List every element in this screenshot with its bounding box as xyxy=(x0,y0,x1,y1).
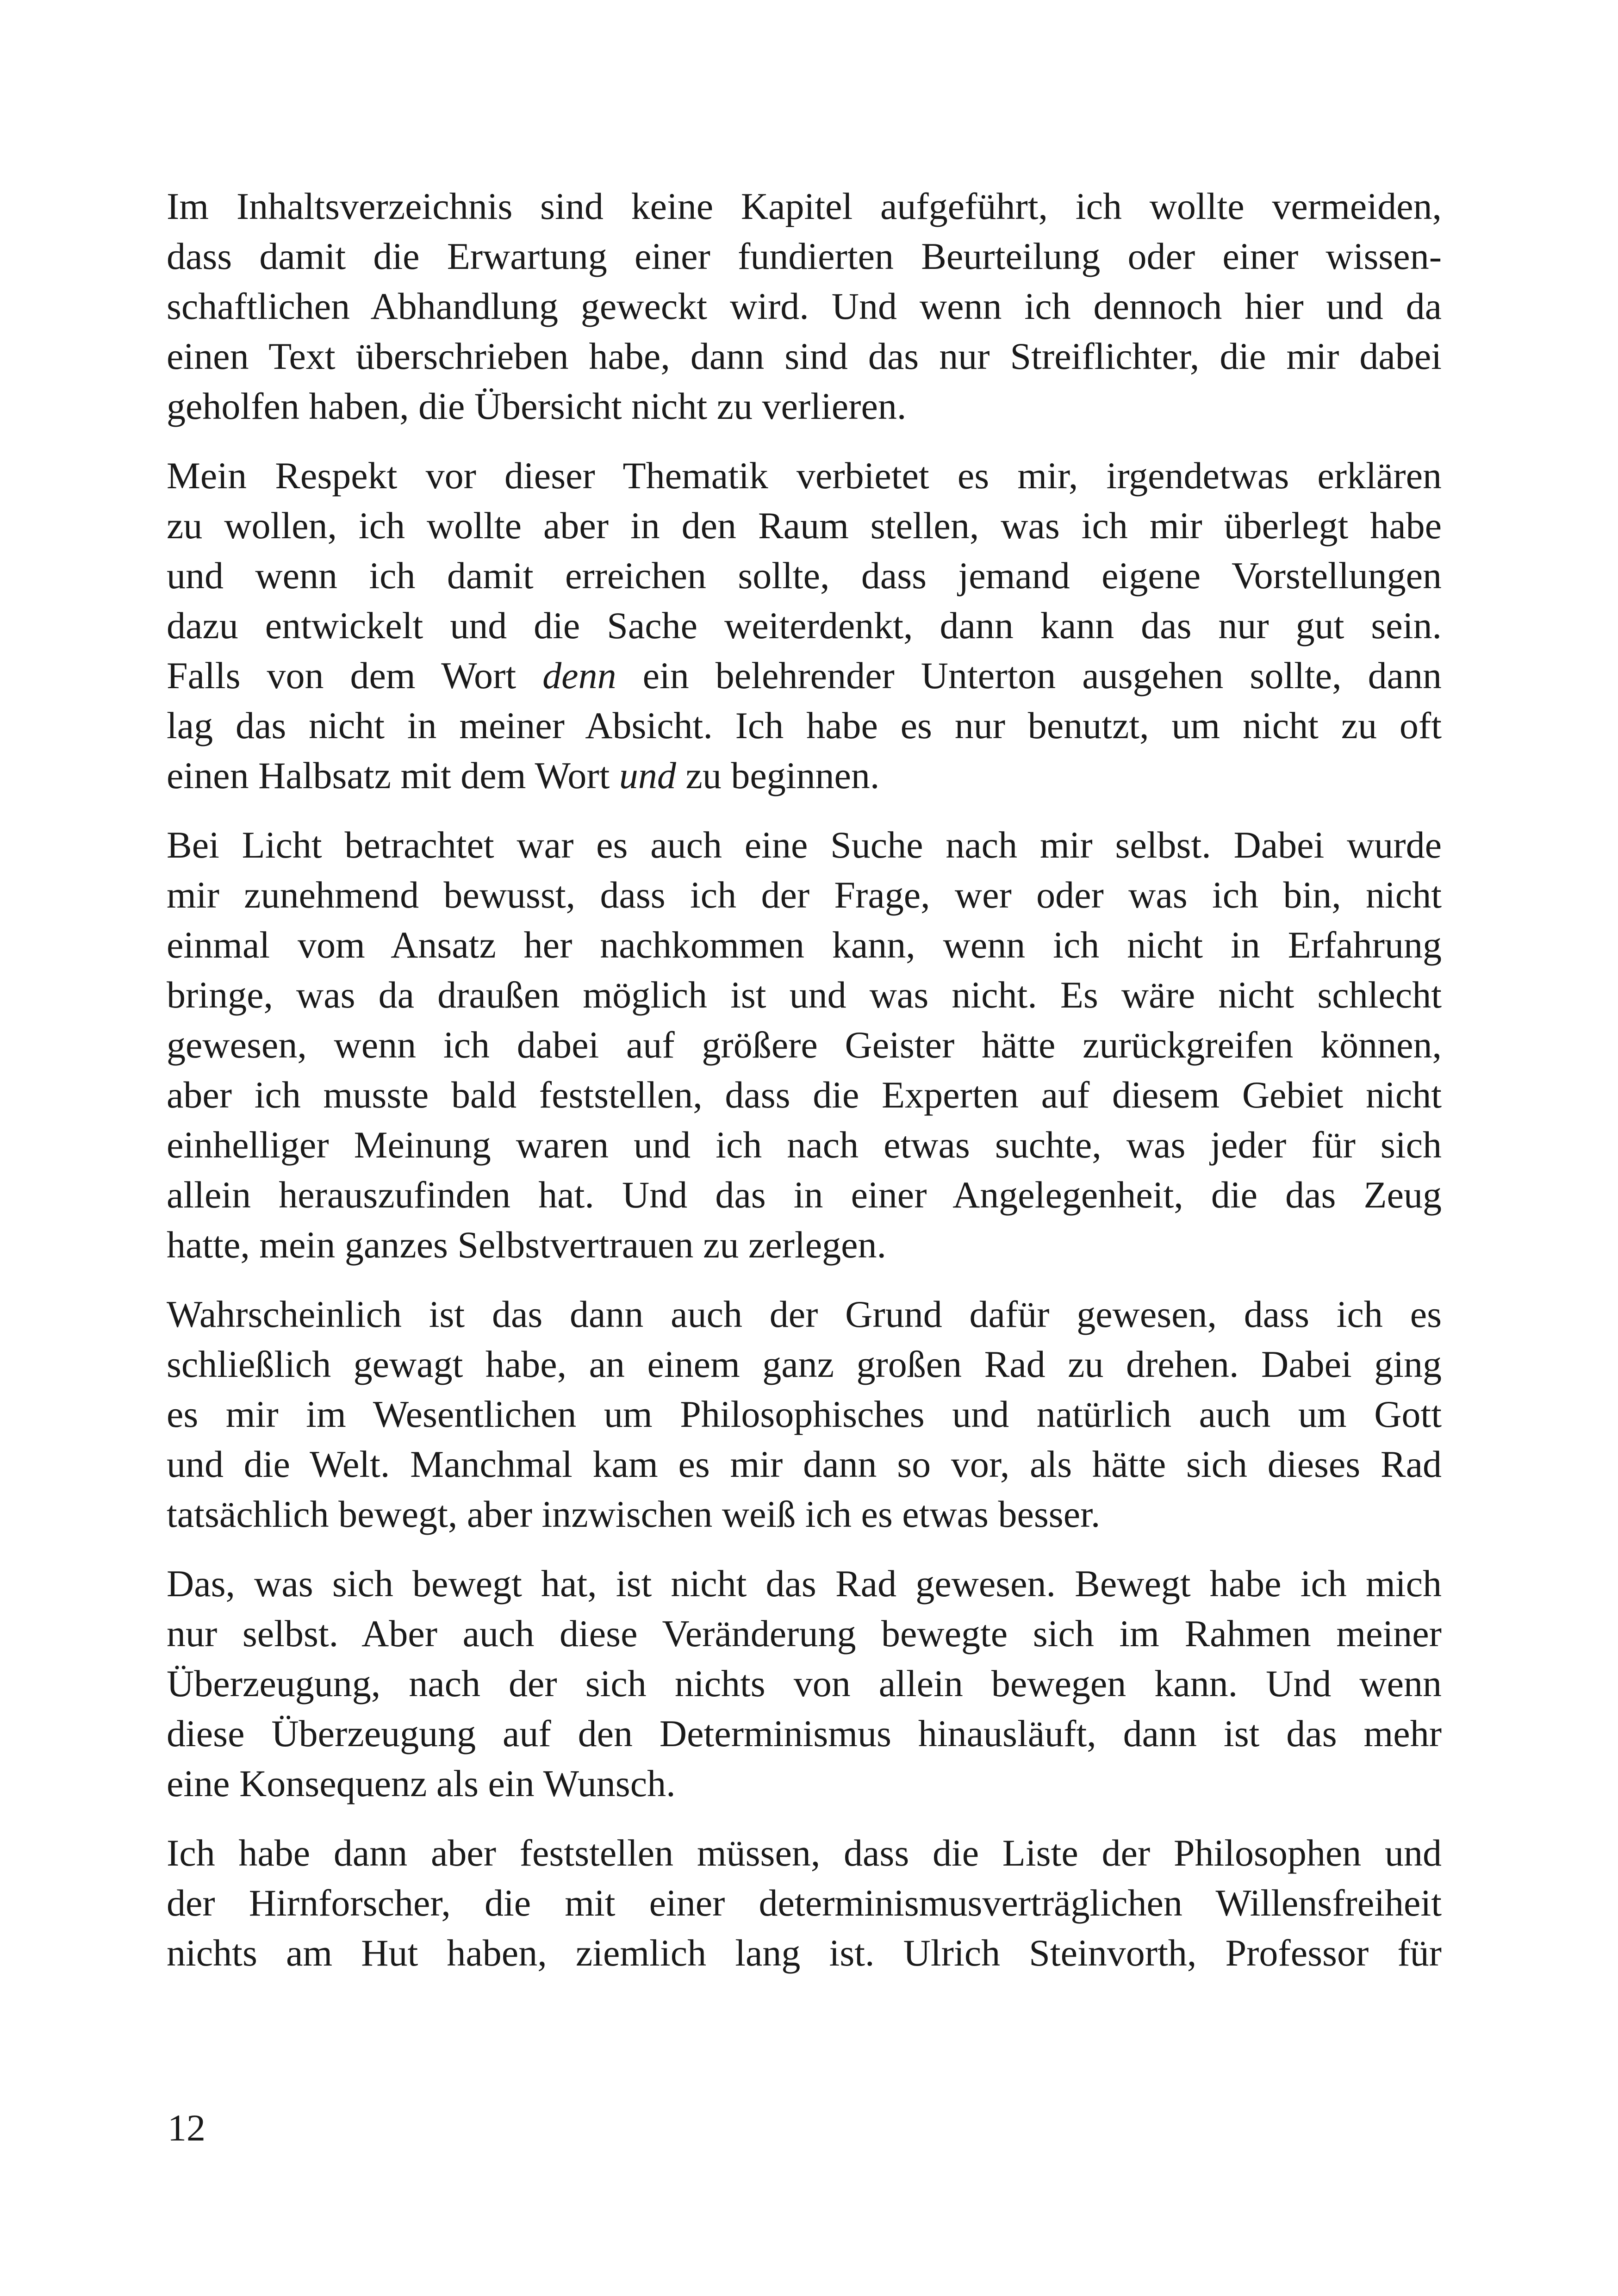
page-number: 12 xyxy=(168,2107,205,2149)
text-line: einen Text überschrieben habe, dann sind das nur Streiflichter, die mir dabei xyxy=(167,335,1442,377)
text-line: schließlich gewagt habe, an einem ganz großen Rad zu drehen. Dabei ging xyxy=(167,1343,1442,1385)
text-line: Mein Respekt vor dieser Thematik verbietet es mir, irgendetwas erklären xyxy=(167,454,1442,497)
text-line: dazu entwickelt und die Sache weiterdenkt, dann kann das nur gut sein. xyxy=(167,604,1442,647)
text-line: lag das nicht in meiner Absicht. Ich habe es nur benutzt, um nicht zu oft xyxy=(167,704,1442,747)
italic-word: und xyxy=(619,754,676,796)
text-line: Ich habe dann aber feststellen müssen, dass die Liste der Philosophen und xyxy=(167,1832,1442,1874)
text-line: und wenn ich damit erreichen sollte, dass jemand eigene Vorstellungen xyxy=(167,554,1442,597)
text-line: nichts am Hut haben, ziemlich lang ist. Ulrich Steinvorth, Professor für xyxy=(167,1932,1442,1974)
text-line: hatte, mein ganzes Selbstvertrauen zu zerlegen. xyxy=(167,1224,887,1266)
text-line xyxy=(167,751,1442,801)
text-line: Überzeugung, nach der sich nichts von allein bewegen kann. Und wenn xyxy=(167,1662,1442,1705)
text-line: Im Inhaltsverzeichnis sind keine Kapitel aufgeführt, ich wollte vermeiden, xyxy=(167,185,1442,227)
text-line: Bei Licht betrachtet war es auch eine Suche nach mir selbst. Dabei wurde xyxy=(167,824,1442,866)
text-line: Wahrscheinlich ist das dann auch der Grund dafür gewesen, dass ich es xyxy=(167,1293,1442,1335)
paragraph-6 xyxy=(167,1828,1442,1978)
text-run: ein belehrender Unterton ausgehen sollte, dann xyxy=(616,654,1442,697)
text-line: mir zunehmend bewusst, dass ich der Frage, wer oder was ich bin, nicht xyxy=(167,874,1442,916)
text-line: es mir im Wesentlichen um Philosophisches und natürlich auch um Gott xyxy=(167,1393,1442,1435)
text-line: gewesen, wenn ich dabei auf größere Geister hätte zurückgreifen können, xyxy=(167,1024,1442,1066)
text-line: zu wollen, ich wollte aber in den Raum stellen, was ich mir überlegt habe xyxy=(167,504,1442,547)
text-line: bringe, was da draußen möglich ist und was nicht. Es wäre nicht schlecht xyxy=(167,974,1442,1016)
text-line: diese Überzeugung auf den Determinismus hinausläuft, dann ist das mehr xyxy=(167,1712,1442,1755)
text-line xyxy=(167,651,1442,701)
paragraph-5 xyxy=(167,1559,1442,1809)
text-line: aber ich musste bald feststellen, dass die Experten auf diesem Gebiet nicht xyxy=(167,1074,1442,1116)
text-line: tatsächlich bewegt, aber inzwischen weiß ich es etwas besser. xyxy=(167,1493,1101,1535)
text-line: und die Welt. Manchmal kam es mir dann so vor, als hätte sich dieses Rad xyxy=(167,1443,1442,1485)
paragraph-2 xyxy=(167,451,1442,801)
text-line: der Hirnforscher, die mit einer determinismusverträglichen Willensfreiheit xyxy=(167,1882,1442,1924)
paragraph-1 xyxy=(167,181,1442,431)
italic-word: denn xyxy=(542,654,616,697)
text-line: dass damit die Erwartung einer fundierten Beurteilung oder einer wissen- xyxy=(167,235,1442,277)
text-line: Das, was sich bewegt hat, ist nicht das Rad gewesen. Bewegt habe ich mich xyxy=(167,1562,1442,1605)
text-line: geholfen haben, die Übersicht nicht zu verlieren. xyxy=(167,385,907,427)
text-line: eine Konsequenz als ein Wunsch. xyxy=(167,1762,676,1804)
text-run: Falls von dem Wort xyxy=(167,654,543,697)
text-run: zu beginnen. xyxy=(676,754,880,796)
text-line: einmal vom Ansatz her nachkommen kann, wenn ich nicht in Erfahrung xyxy=(167,924,1442,966)
paragraph-3 xyxy=(167,820,1442,1270)
text-run: einen Halbsatz mit dem Wort xyxy=(167,754,619,796)
body-text xyxy=(167,181,1442,1997)
text-line: schaftlichen Abhandlung geweckt wird. Und wenn ich dennoch hier und da xyxy=(167,285,1442,327)
text-line: einhelliger Meinung waren und ich nach etwas suchte, was jeder für sich xyxy=(167,1124,1442,1166)
paragraph-4 xyxy=(167,1289,1442,1539)
text-line: allein herauszufinden hat. Und das in einer Angelegenheit, die das Zeug xyxy=(167,1174,1442,1216)
text-line: nur selbst. Aber auch diese Veränderung bewegte sich im Rahmen meiner xyxy=(167,1612,1442,1655)
